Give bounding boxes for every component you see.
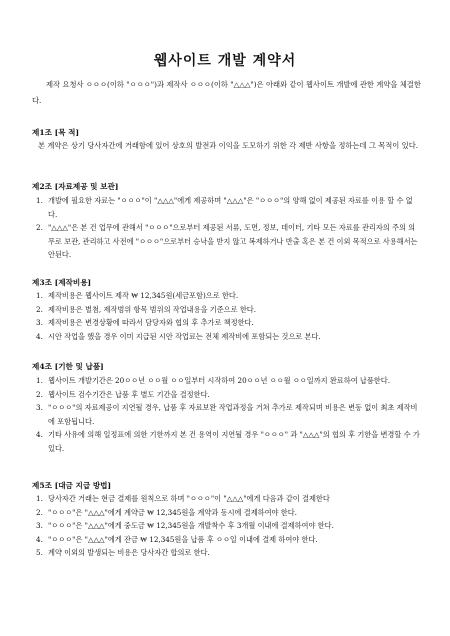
item-text: 웹사이트 검수기간은 납품 후 별도 기간을 결정한다.: [48, 389, 210, 399]
list-item: [32, 546, 420, 560]
list-item: [32, 194, 420, 221]
item-number: 2.: [36, 223, 43, 232]
list-item: [32, 330, 420, 344]
article-2-title: 제2조 [자료제공 및 보관]: [32, 182, 119, 191]
item-number: 4.: [36, 430, 43, 439]
list-item: [32, 401, 420, 428]
list-item: [32, 289, 420, 303]
list-item: [32, 388, 420, 402]
item-number: 4.: [36, 331, 43, 341]
item-text: 개발에 필요한 자료는 "ㅇㅇㅇ"이 "△△△"에게 제공하며 "△△△"은 "ㅇㅇㅇ"의 양해 없이 제공된 자료를 이용 할 수 없다.: [48, 196, 413, 219]
item-number: 1.: [36, 291, 43, 300]
item-text: "△△△"은 본 건 업무에 관해서 "ㅇㅇㅇ"으로부터 제공된 서류, 도면, 정보, 데이터, 기타 모든 자료를 관리자의 주의 의무로 보관, 관리하고 사전에 "ㅇㅇㅇ"으로부터 승낙을 받지 않고 복제하거나 반출 혹은 본 건 이외 목적으로 사용해서는 안된다.: [48, 223, 418, 259]
item-number: 5.: [36, 548, 43, 557]
item-text: 기타 사유에 의해 일정표에 의한 기한까지 본 건 용역이 지연될 경우 "ㅇㅇㅇ" 과 "△△△"의 협의 후 기한을 변경할 수 가 있다.: [48, 430, 420, 453]
item-text: 웹사이트 개발기간은 20ㅇㅇ년 ㅇㅇ월 ㅇㅇ일부터 시작하여 20ㅇㅇ년 ㅇㅇ월 ㅇㅇ일까지 완료하여 납품한다.: [48, 376, 390, 385]
item-text: "ㅇㅇㅇ"은 "△△△"에게 중도금 ₩ 12,345원을 개발착수 후 3개월 이내에 결제하여야 한다.: [48, 521, 334, 530]
list-item: [32, 303, 420, 317]
item-text: 제작비용은 별첨, 제작범위 항목 범위의 작업내용을 기준으로 한다.: [48, 304, 257, 314]
item-number: 2.: [36, 304, 43, 314]
item-number: 3.: [36, 403, 43, 412]
item-number: 2.: [36, 389, 43, 399]
item-text: "ㅇㅇㅇ"의 자료제공이 지연될 경우, 납품 후 자료보완 작업과정을 거쳐 추가로 제작되며 비용은 변동 없이 최초 제작비에 포함됩니다.: [48, 403, 418, 426]
article-3-title: 제3조 [제작비용]: [32, 278, 92, 287]
item-text: 계약 이외의 발생되는 비용은 당사자간 합의로 한다.: [48, 548, 210, 557]
list-item: [32, 428, 420, 455]
list-item: [32, 221, 420, 262]
item-number: 1.: [36, 196, 43, 205]
item-number: 2.: [36, 507, 43, 517]
item-number: 1.: [36, 376, 43, 385]
item-number: 4.: [36, 534, 43, 544]
item-number: 3.: [36, 521, 43, 530]
article-4-list: [32, 374, 420, 455]
item-text: "ㅇㅇㅇ"은 "△△△"에게 계약금 ₩ 12,345원을 계약과 동시에 결제하여야 한다.: [48, 507, 297, 517]
list-item: [32, 492, 420, 506]
item-text: 제작비용은 웹사이트 제작 ₩ 12,345원(세금포함)으로 한다.: [48, 291, 239, 300]
item-text: 시안 작업을 했을 경우 이미 지급된 시안 작업료는 전체 제작비에 포함되는 것으로 본다.: [48, 331, 321, 341]
intro-paragraph: 제작 요청사 ㅇㅇㅇ(이하 "ㅇㅇㅇ")과 제작사 ㅇㅇㅇ(이하 "△△△")은 아래와 같이 웹사이트 개발에 관한 계약을 체결한다.: [32, 80, 421, 105]
list-item: [32, 506, 420, 520]
article-1-title: 제1조 [목 적]: [32, 128, 80, 137]
item-text: 당사자간 거래는 현금 결제를 원칙으로 하며 "ㅇㅇㅇ"이 "△△△"에게 다음과 같이 결제한다: [48, 494, 330, 503]
list-item: [32, 519, 420, 533]
item-text: "ㅇㅇㅇ"은 "△△△"에게 잔금 ₩ 12,345원을 납품 후 ㅇㅇ일 이내에 결제 하여야 한다.: [48, 534, 318, 544]
document-title: 웹사이트 개발 계약서: [153, 53, 297, 69]
item-number: 3.: [36, 318, 43, 327]
article-5-title: 제5조 [대금 지급 방법]: [32, 481, 112, 490]
item-number: 1.: [36, 494, 43, 503]
article-4-title: 제4조 [기한 및 납품]: [32, 362, 104, 371]
list-item: [32, 533, 420, 547]
list-item: [32, 316, 420, 330]
article-2-list: [32, 194, 420, 262]
article-3-list: [32, 289, 420, 343]
list-item: [32, 374, 420, 388]
item-text: 제작비용은 변경상황에 따라서 담당자와 협의 후 추가로 책정한다.: [48, 318, 254, 327]
article-1-paragraph: 본 계약은 상기 당사자간에 거래함에 있어 상호의 발전과 이익을 도모하기 위한 각 제반 사항을 정하는데 그 목적이 있다.: [38, 141, 419, 150]
article-5-list: [32, 492, 420, 560]
